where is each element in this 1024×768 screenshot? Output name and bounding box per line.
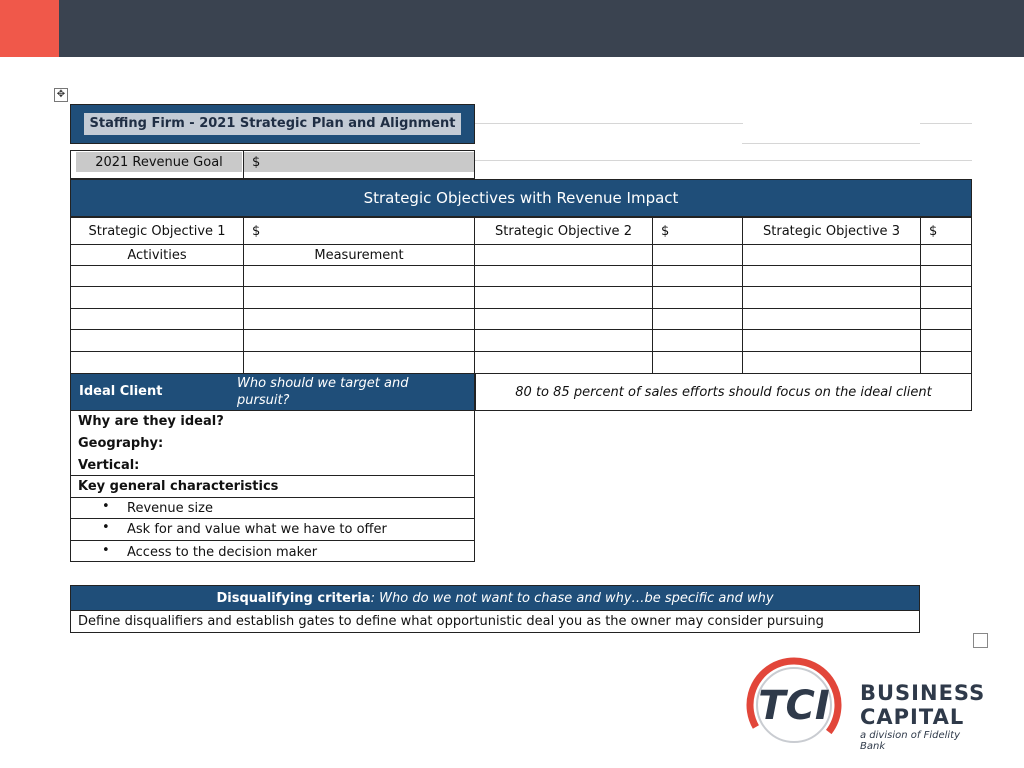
table-cell[interactable] bbox=[652, 244, 743, 266]
tci-logo-mark-icon bbox=[742, 655, 860, 755]
disqualifying-body[interactable]: Define disqualifiers and establish gates to define what opportunistic deal you as the owner may consider pursuing bbox=[70, 611, 920, 633]
objective-1-label: Strategic Objective 1 bbox=[70, 217, 244, 245]
logo-mark-text: TCI bbox=[758, 683, 830, 729]
vertical-label: Vertical: bbox=[78, 458, 140, 473]
objective-3-value[interactable]: $ bbox=[920, 217, 972, 245]
bullet-row[interactable] bbox=[70, 518, 475, 541]
table-cell[interactable] bbox=[70, 329, 244, 352]
ideal-client-details-cell[interactable] bbox=[70, 410, 475, 476]
top-bar-accent bbox=[0, 0, 59, 57]
plan-title: Staffing Firm - 2021 Strategic Plan and Alignment bbox=[84, 113, 462, 135]
objectives-heading: Strategic Objectives with Revenue Impact bbox=[70, 179, 972, 217]
disqualifying-subtitle: : Who do we not want to chase and why…be specific and why bbox=[370, 590, 774, 606]
bullet-text: Revenue size bbox=[127, 501, 213, 516]
table-cell[interactable] bbox=[920, 351, 972, 374]
table-cell[interactable] bbox=[652, 351, 743, 374]
table-cell[interactable] bbox=[652, 286, 743, 309]
table-move-handle-icon[interactable]: ✥ bbox=[54, 88, 68, 102]
bullet-row[interactable] bbox=[70, 540, 475, 562]
table-cell[interactable] bbox=[920, 308, 972, 330]
table-resize-handle-icon[interactable] bbox=[973, 633, 988, 648]
ideal-client-title: Ideal Client bbox=[79, 384, 163, 399]
table-cell[interactable] bbox=[70, 351, 244, 374]
key-characteristics-label: Key general characteristics bbox=[78, 479, 279, 494]
logo-capital: CAPITAL bbox=[860, 705, 965, 729]
objective-1-value[interactable]: $ bbox=[243, 217, 475, 245]
table-cell[interactable] bbox=[652, 265, 743, 287]
faint-gridline bbox=[475, 160, 972, 161]
table-cell[interactable] bbox=[474, 308, 653, 330]
revenue-goal-label: 2021 Revenue Goal bbox=[76, 152, 242, 172]
geography-label: Geography: bbox=[78, 436, 164, 451]
table-cell[interactable] bbox=[652, 329, 743, 352]
objective-2-label: Strategic Objective 2 bbox=[474, 217, 653, 245]
top-bar bbox=[0, 0, 1024, 57]
logo-tagline: a division of Fidelity Bank bbox=[860, 730, 960, 752]
table-cell[interactable] bbox=[243, 308, 475, 330]
table-cell[interactable] bbox=[474, 265, 653, 287]
table-cell[interactable] bbox=[920, 265, 972, 287]
tci-logo bbox=[742, 655, 986, 755]
table-cell[interactable] bbox=[70, 308, 244, 330]
objective-2-value[interactable]: $ bbox=[652, 217, 743, 245]
ideal-client-note: 80 to 85 percent of sales efforts should focus on the ideal client bbox=[475, 373, 972, 411]
table-cell[interactable] bbox=[742, 265, 921, 287]
revenue-goal-value[interactable]: $ bbox=[244, 152, 474, 172]
table-cell[interactable] bbox=[742, 244, 921, 266]
objective-3-label: Strategic Objective 3 bbox=[742, 217, 921, 245]
bullet-icon: • bbox=[102, 520, 110, 535]
bullet-text: Access to the decision maker bbox=[127, 545, 318, 560]
bullet-text: Ask for and value what we have to offer bbox=[127, 522, 387, 537]
table-cell[interactable] bbox=[920, 286, 972, 309]
disqualifying-header bbox=[70, 585, 920, 611]
table-cell[interactable] bbox=[742, 286, 921, 309]
bullet-icon: • bbox=[102, 543, 110, 558]
plan-title-bar bbox=[70, 104, 475, 144]
table-cell[interactable] bbox=[243, 351, 475, 374]
table-cell[interactable] bbox=[742, 329, 921, 352]
table-cell[interactable] bbox=[742, 351, 921, 374]
table-cell[interactable] bbox=[474, 244, 653, 266]
bullet-row[interactable] bbox=[70, 497, 475, 519]
table-cell[interactable] bbox=[243, 265, 475, 287]
activities-header: Activities bbox=[70, 244, 244, 266]
table-cell[interactable] bbox=[920, 244, 972, 266]
ideal-client-question: Who should we target and pursuit? bbox=[237, 376, 409, 408]
ideal-client-header bbox=[70, 373, 475, 411]
table-cell[interactable] bbox=[474, 351, 653, 374]
logo-business: BUSINESS bbox=[860, 681, 986, 705]
faint-gridline bbox=[742, 143, 920, 144]
table-cell[interactable] bbox=[742, 308, 921, 330]
table-cell[interactable] bbox=[920, 329, 972, 352]
table-cell[interactable] bbox=[474, 329, 653, 352]
table-cell[interactable] bbox=[70, 265, 244, 287]
key-characteristics-cell bbox=[70, 475, 475, 498]
faint-gridline bbox=[920, 123, 972, 124]
table-cell[interactable] bbox=[243, 286, 475, 309]
bullet-icon: • bbox=[102, 499, 110, 514]
disqualifying-title: Disqualifying criteria bbox=[216, 590, 371, 606]
measurement-header: Measurement bbox=[243, 244, 475, 266]
faint-gridline bbox=[475, 123, 743, 124]
table-cell[interactable] bbox=[243, 329, 475, 352]
table-cell[interactable] bbox=[70, 286, 244, 309]
table-cell[interactable] bbox=[652, 308, 743, 330]
table-cell[interactable] bbox=[474, 286, 653, 309]
why-ideal-label: Why are they ideal? bbox=[78, 414, 224, 429]
